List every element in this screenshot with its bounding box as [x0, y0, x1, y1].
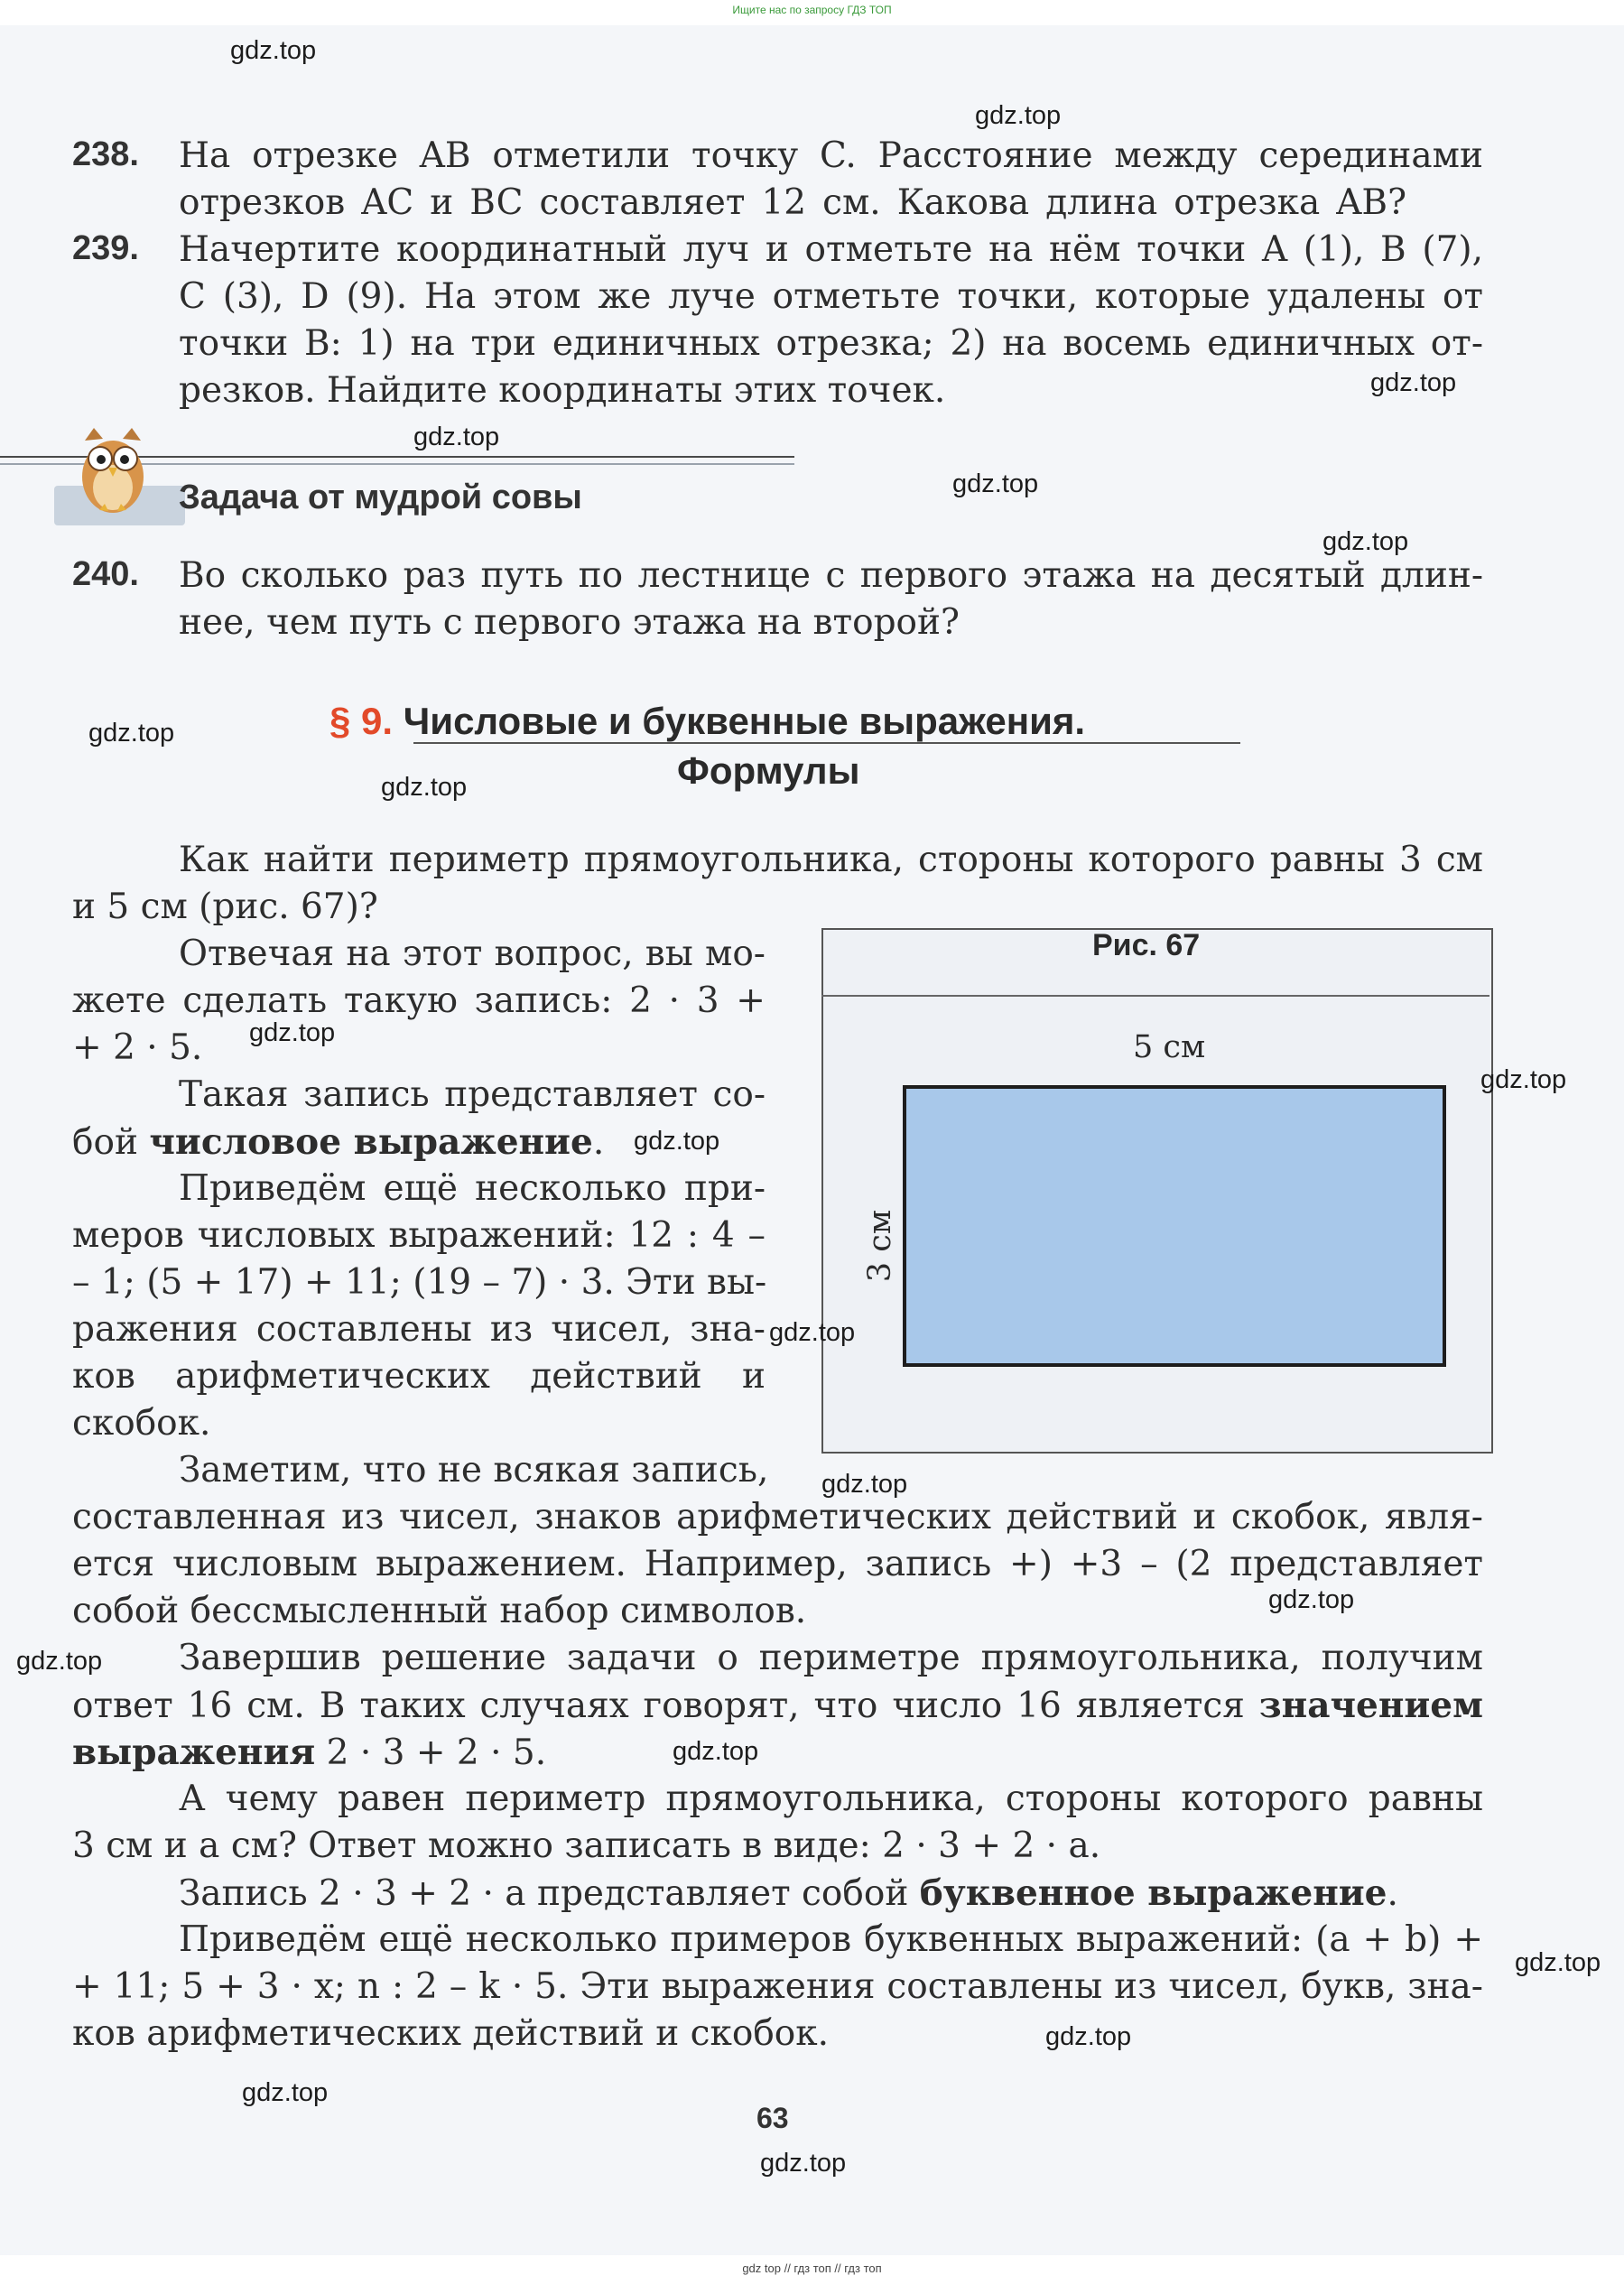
problem-239-line-4: резков. Найдите координаты этих точек. [179, 370, 946, 411]
top-banner: Ищите нас по запросу ГДЗ ТОП [732, 4, 892, 16]
body-line-5: + 2 · 5. [72, 1027, 203, 1068]
section-title-line-1: Числовые и буквенные выражения. [403, 700, 1086, 742]
body-line-4: жете сделать такую запись: 2 · 3 + [72, 980, 766, 1021]
watermark: gdz.top [952, 469, 1039, 498]
body-text: 2 · 3 + 2 · 5. [315, 1732, 547, 1773]
figure-caption: Рис. 67 [1092, 928, 1201, 962]
section-title-line-2: Формулы [677, 749, 860, 792]
watermark: gdz.top [1045, 2022, 1132, 2051]
body-line-17: собой бессмысленный набор символов. [72, 1591, 807, 1631]
watermark: gdz.top [975, 101, 1062, 130]
body-line-11: ражения составлены из чисел, зна- [72, 1309, 766, 1350]
watermark: gdz.top [242, 2078, 329, 2107]
body-text: Запись 2 · 3 + 2 · a представляет собой [179, 1873, 920, 1914]
body-line-25: + 11; 5 + 3 · x; n : 2 – k · 5. Эти выражения составлены из чисел, букв, зна- [72, 1966, 1483, 2007]
body-line-19 [72, 1685, 1483, 1726]
problem-240-line-1: Во сколько раз путь по лестнице с первого этажа на десятый длин- [179, 555, 1483, 596]
watermark: gdz.top [634, 1127, 720, 1156]
watermark: gdz.top [16, 1647, 103, 1676]
problem-number-238: 238. [72, 135, 139, 173]
body-line-13: скобок. [72, 1403, 211, 1444]
problem-238-line-2: отрезков AC и BC составляет 12 см. Какова длина отрезка AB? [179, 182, 1406, 223]
bottom-banner: gdz top // гдз топ // гдз топ [742, 2262, 882, 2275]
watermark: gdz.top [673, 1737, 759, 1766]
watermark: gdz.top [249, 1018, 336, 1047]
figure-height-label: 3 см [862, 1209, 899, 1283]
body-text: . [1387, 1873, 1398, 1914]
figure-caption-bar [821, 928, 1489, 997]
watermark: gdz.top [1370, 368, 1457, 397]
body-line-18: Завершив решение задачи о периметре прямоугольника, получим [179, 1638, 1483, 1678]
watermark: gdz.top [1480, 1065, 1567, 1094]
problem-239-line-1: Начертите координатный луч и отметьте на нём точки A (1), B (7), [179, 229, 1483, 270]
term-expression-value: значением [1258, 1685, 1483, 1726]
watermark: gdz.top [1322, 527, 1409, 556]
problem-239-line-2: C (3), D (9). На этом же луче отметьте точки, которые удалены от [179, 276, 1483, 317]
term-letter-expression: буквенное выражение [919, 1872, 1387, 1914]
rectangle-shape [903, 1085, 1446, 1367]
watermark: gdz.top [1268, 1585, 1355, 1614]
owl-section-title: Задача от мудрой совы [179, 478, 582, 516]
body-line-8: Приведём ещё несколько при- [179, 1168, 766, 1209]
section-number: § 9. [329, 700, 394, 742]
watermark: gdz.top [821, 1470, 908, 1499]
problem-240-line-2: нее, чем путь с первого этажа на второй? [179, 602, 960, 643]
watermark: gdz.top [88, 719, 175, 748]
body-line-12: ков арифметических действий и [72, 1356, 766, 1397]
body-line-3: Отвечая на этот вопрос, вы мо- [179, 934, 766, 974]
owl-icon [72, 424, 153, 515]
watermark: gdz.top [413, 423, 500, 451]
body-text: ответ 16 см. В таких случаях говорят, что число 16 является [72, 1686, 1259, 1726]
watermark: gdz.top [381, 773, 468, 802]
body-line-20 [72, 1732, 546, 1773]
body-text: . [592, 1122, 605, 1163]
body-line-23 [179, 1872, 1398, 1914]
problem-239-line-3: точки B: 1) на три единичных отрезка; 2) на восемь единичных от- [179, 323, 1483, 364]
body-line-26: ков арифметических действий и скобок. [72, 2013, 830, 2054]
page-number: 63 [756, 2102, 789, 2134]
body-line-14: Заметим, что не всякая запись, [179, 1450, 769, 1491]
problem-number-239: 239. [72, 229, 139, 267]
body-line-22: 3 см и a см? Ответ можно записать в виде: 2 · 3 + 2 · a. [72, 1825, 1101, 1866]
body-line-10: – 1; (5 + 17) + 11; (19 – 7) · 3. Эти вы- [72, 1262, 767, 1303]
watermark: gdz.top [769, 1318, 856, 1347]
problem-238-line-1: На отрезке AB отметили точку C. Расстояние между серединами [179, 135, 1483, 176]
section-heading [329, 700, 1085, 743]
body-text: бой [72, 1122, 150, 1163]
watermark: gdz.top [1515, 1948, 1601, 1977]
watermark: gdz.top [760, 2149, 847, 2178]
body-line-7 [72, 1121, 604, 1163]
body-line-16: ется числовым выражением. Например, запись +) +3 – (2 представляет [72, 1544, 1483, 1584]
body-line-24: Приведём ещё несколько примеров буквенных выражений: (a + b) + [179, 1919, 1483, 1960]
term-expression-value-cont: выражения [72, 1732, 316, 1773]
body-line-15: составленная из чисел, знаков арифметических действий и скобок, явля- [72, 1497, 1483, 1537]
body-line-1: Как найти периметр прямоугольника, стороны которого равны 3 см [179, 840, 1483, 880]
figure-width-label: 5 см [1133, 1029, 1206, 1065]
body-line-6: Такая запись представляет со- [179, 1074, 766, 1115]
watermark: gdz.top [230, 36, 317, 65]
body-line-9: меров числовых выражений: 12 : 4 – [72, 1215, 766, 1256]
body-line-21: А чему равен периметр прямоугольника, стороны которого равны [179, 1779, 1483, 1819]
term-numeric-expression: числовое выражение [149, 1121, 593, 1163]
section-title-underline [413, 742, 1240, 744]
body-line-2: и 5 см (рис. 67)? [72, 887, 378, 927]
problem-number-240: 240. [72, 555, 139, 593]
